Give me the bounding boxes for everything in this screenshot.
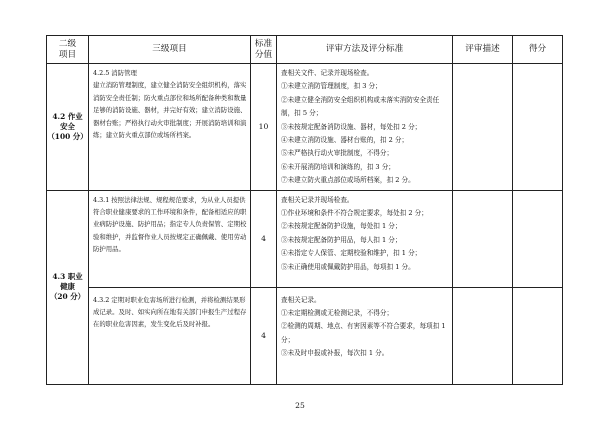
item-description-cell [453, 64, 513, 191]
table-row [47, 64, 563, 191]
method-line: ⑥未开展消防培训和演练的，扣 3 分； [281, 162, 395, 171]
table-row [47, 287, 563, 384]
item-content [89, 287, 251, 384]
header-description: 评审描述 [453, 36, 513, 64]
item-score-cell [513, 190, 563, 287]
method-line: ⑤未严格执行动火审批制度，不得分； [281, 149, 394, 158]
item-method [277, 64, 453, 191]
method-line: 查相关记录并现场检查。 [281, 195, 354, 204]
table-row [47, 190, 563, 287]
header-standard-score: 标准 分值 [251, 36, 277, 64]
method-line: ③未及时申报或补报，每次扣 1 分。 [281, 349, 389, 358]
header-level2: 二级 项目 [47, 36, 89, 64]
item-content-text: 4.3.1 按照法律法规、规程规范要求，为从业人员提供符合职业健康要求的工作环境和条件，配备相适应的职业病防护设施、防护用品；指定专人负责保管、定期校验和维护，并监督作业人员按规定正确佩戴、使用劳动防护用品。 [93, 195, 247, 254]
item-standard-score: 4 [251, 190, 277, 287]
item-score-cell [513, 287, 563, 384]
method-line: ③未按规定配备防护用品，每人扣 1 分； [281, 235, 402, 244]
method-line: ②未建立健全消防安全组织机构或未落实消防安全责任制，扣 5 分； [281, 95, 440, 118]
method-line: ④未建立消防设施、器材台账的，扣 2 分； [281, 136, 409, 145]
item-standard-score: 10 [251, 64, 277, 191]
item-method [277, 287, 453, 384]
item-standard-score: 4 [251, 287, 277, 384]
header-level3: 三级项目 [89, 36, 251, 64]
method-line: ③未按规定配备消防设施、器材，每处扣 2 分； [281, 122, 422, 131]
method-line: ⑤未正确使用或佩戴防护用品，每项扣 1 分。 [281, 262, 415, 271]
method-line: ②未按规定配备防护设施，每处扣 1 分； [281, 222, 402, 231]
page-number: 25 [295, 401, 305, 410]
header-score: 得分 [513, 36, 563, 64]
method-line: 查相关记录。 [281, 295, 321, 304]
item-score-cell [513, 64, 563, 191]
item-content [89, 190, 251, 287]
item-description-cell [453, 190, 513, 287]
item-content [89, 64, 251, 191]
method-line: ①未建立消防管理制度，扣 3 分； [281, 82, 382, 91]
header-method: 评审方法及评分标准 [277, 36, 453, 64]
method-line: ②检测的周期、地点、有害因素等不符合要求，每项扣 1 分； [281, 322, 446, 344]
section-name: 4.2 作业 安全 （100 分） [47, 64, 89, 191]
item-description-cell [453, 287, 513, 384]
method-line: ①作业环境和条件不符合规定要求，每处扣 2 分； [281, 209, 428, 218]
section-name: 4.3 职业 健康 （20 分） [47, 190, 89, 384]
review-table [46, 35, 563, 385]
method-line: ①未定期检测或无检测记录，不得分； [281, 309, 394, 318]
method-line: ⑦未建立防火重点部位或场所档案，扣 2 分。 [281, 176, 415, 185]
item-method [277, 190, 453, 287]
method-line: 查相关文件、记录并现场检查。 [281, 69, 374, 77]
method-line: ④未指定专人保管、定期校验和维护，扣 1 分； [281, 249, 422, 258]
item-content-text: 4.2.5 消防管理 建立消防管理制度，建立健全消防安全组织机构，落实消防安全责任制；防火重点部位和场所配备种类和数量足够的消防设施、器材，并完好有效；建立消防设施、器材台账；严格执行动火审批制度；开展消防培训和演练；建立防火重点部位或场所档案。 [93, 69, 247, 140]
table-header-row [47, 36, 563, 64]
item-content-text: 4.3.2 定期对职业危害场所进行检测，并将检测结果形成记录。及时、如实向所在地有关部门申报生产过程存在的职业危害因素，发生变化后及时补报。 [93, 295, 247, 329]
